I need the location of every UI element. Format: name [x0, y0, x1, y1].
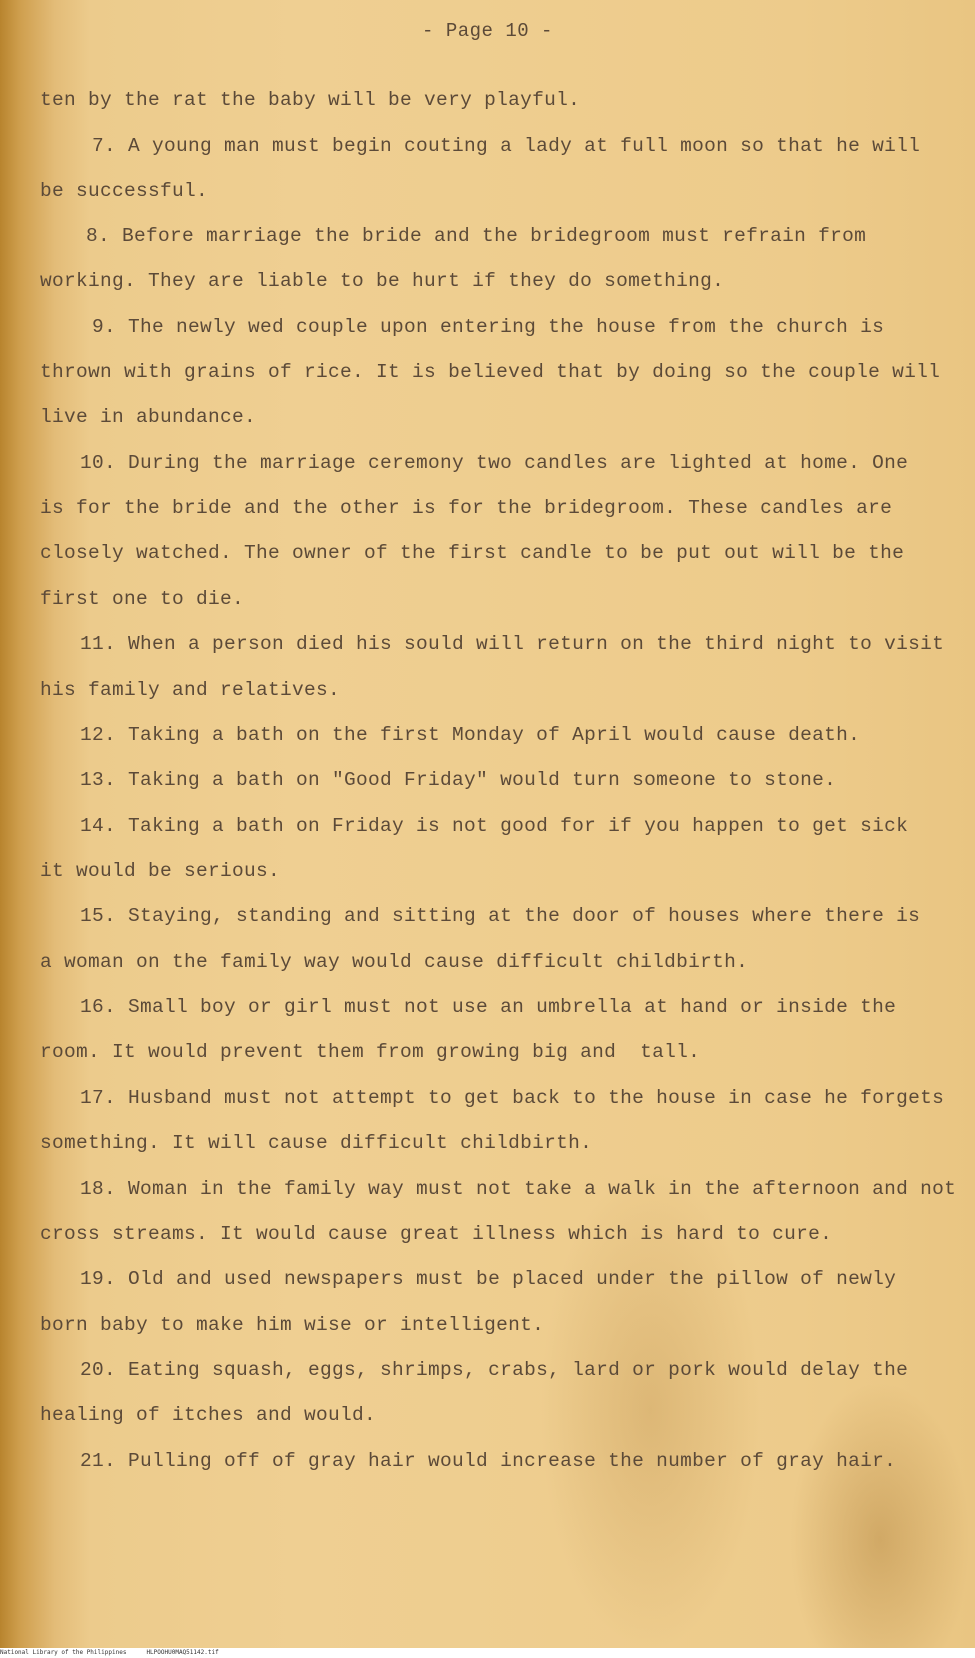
scan-footer — [0, 1648, 975, 1658]
text-line: be successful. — [40, 180, 209, 202]
text-line: 14. Taking a bath on Friday is not good for if you happen to get sick — [80, 815, 909, 837]
text-line: 12. Taking a bath on the first Monday of April would cause death. — [80, 724, 861, 746]
text-line: 10. During the marriage ceremony two candles are lighted at home. One — [80, 452, 909, 474]
text-line: 8. Before marriage the bride and the bridegroom must refrain from — [86, 225, 867, 247]
text-line: 18. Woman in the family way must not take a walk in the afternoon and not — [80, 1178, 957, 1200]
text-line: thrown with grains of rice. It is believed that by doing so the couple will — [40, 361, 941, 383]
text-line: 20. Eating squash, eggs, shrimps, crabs, lard or pork would delay the — [80, 1359, 909, 1381]
text-line: first one to die. — [40, 588, 245, 610]
text-line: 9. The newly wed couple upon entering the house from the church is — [92, 316, 885, 338]
text-line: it would be serious. — [40, 860, 281, 882]
text-line: is for the bride and the other is for the bridegroom. These candles are — [40, 497, 893, 519]
text-line: 19. Old and used newspapers must be placed under the pillow of newly — [80, 1268, 897, 1290]
text-line: 16. Small boy or girl must not use an umbrella at hand or inside the — [80, 996, 897, 1018]
text-line: 13. Taking a bath on "Good Friday" would turn someone to stone. — [80, 769, 837, 791]
text-line: 17. Husband must not attempt to get back to the house in case he forgets — [80, 1087, 945, 1109]
text-line: a woman on the family way would cause difficult childbirth. — [40, 951, 749, 973]
text-line: his family and relatives. — [40, 679, 341, 701]
text-line: 7. A young man must begin couting a lady at full moon so that he will — [92, 135, 921, 157]
text-line: room. It would prevent them from growing big and tall. — [40, 1041, 701, 1063]
text-line: healing of itches and would. — [40, 1404, 377, 1426]
text-line: cross streams. It would cause great illness which is hard to cure. — [40, 1223, 833, 1245]
text-line: 15. Staying, standing and sitting at the door of houses where there is — [80, 905, 921, 927]
text-line: 11. When a person died his sould will return on the third night to visit — [80, 633, 945, 655]
text-line: closely watched. The owner of the first candle to be put out will be the — [40, 542, 905, 564]
text-line: live in abundance. — [40, 406, 257, 428]
text-line: born baby to make him wise or intelligent. — [40, 1314, 545, 1336]
footer-source: National Library of the Philippines — [0, 1649, 127, 1656]
text-line: 21. Pulling off of gray hair would increase the number of gray hair. — [80, 1450, 897, 1472]
text-line: ten by the rat the baby will be very playful. — [40, 89, 581, 111]
text-line: something. It will cause difficult childbirth. — [40, 1132, 593, 1154]
footer-filename: HLPOOHU0MAQ51142.tif — [146, 1649, 219, 1656]
text-line: working. They are liable to be hurt if they do something. — [40, 270, 725, 292]
page-number: - Page 10 - — [422, 20, 553, 42]
